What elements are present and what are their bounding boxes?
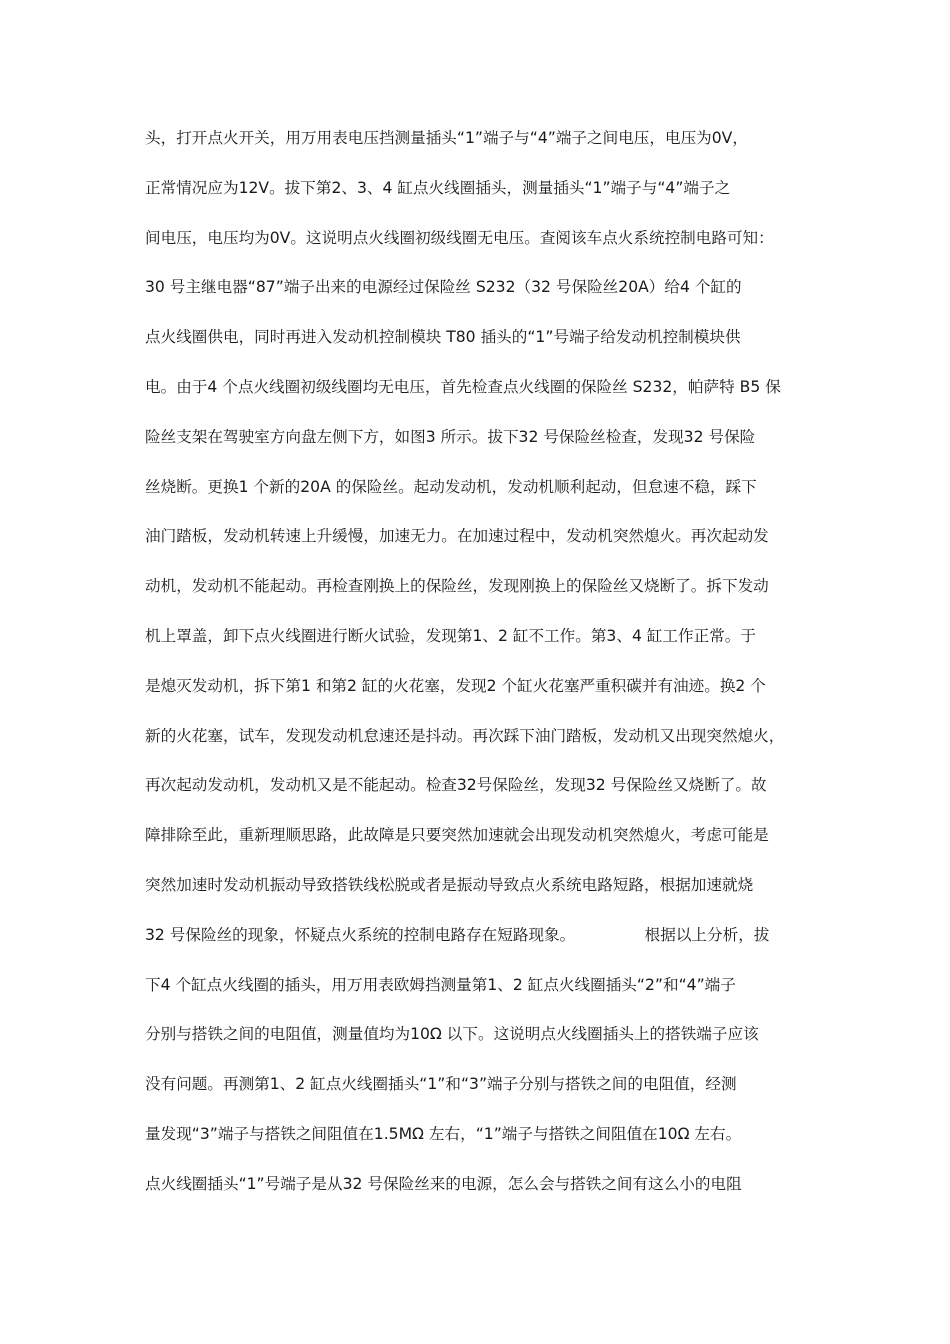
text-line: 机上罩盖，卸下点火线圈进行断火试验，发现第1、2 缸不工作。第3、4 缸工作正常。于 (145, 626, 756, 645)
text-line: 间电压，电压均为0V。这说明点火线圈初级线圈无电压。查阅该车点火系统控制电路可知： (145, 228, 774, 247)
text-line: 正常情况应为12V。拔下第2、3、4 缸点火线圈插头，测量插头“1”端子与“4”端子之 (145, 178, 731, 197)
text-line: 突然加速时发动机振动导致搭铁线松脱或者是振动导致点火系统电路短路，根据加速就烧 (145, 875, 754, 894)
text-line: 量发现“3”端子与搭铁之间阻值在1.5MΩ 左右，“1”端子与搭铁之间阻值在10Ω 左右。 (145, 1124, 742, 1143)
text-line: 分别与搭铁之间的电阻值，测量值均为10Ω 以下。这说明点火线圈插头上的搭铁端子应该 (145, 1025, 759, 1044)
text-line: 新的火花塞，试车，发现发动机怠速还是抖动。再次踩下油门踏板，发动机又出现突然熄火， (145, 726, 785, 745)
text-line: 是熄灭发动机，拆下第1 和第2 缸的火花塞，发现2 个缸火花塞严重积碳并有油迹。换2 个 (145, 676, 766, 695)
text-line: 险丝支架在驾驶室方向盘左侧下方，如图3 所示。拔下32 号保险丝检查，发现32 号保险 (145, 427, 756, 446)
text-line: 点火线圈插头“1”号端子是从32 号保险丝来的电源，怎么会与搭铁之间有这么小的电阻 (145, 1174, 742, 1193)
text-line: 点火线圈供电，同时再进入发动机控制模块 T80 插头的“1”号端子给发动机控制模块供 (145, 328, 741, 347)
text-line: 动机，发动机不能起动。再检查刚换上的保险丝，发现刚换上的保险丝又烧断了。拆下发动 (145, 577, 769, 596)
text-line: 32 号保险丝的现象，怀疑点火系统的控制电路存在短路现象。 根据以上分析，拔 (145, 925, 770, 944)
text-line: 障排除至此，重新理顺思路，此故障是只要突然加速就会出现发动机突然熄火，考虑可能是 (145, 826, 769, 845)
text-line: 30 号主继电器“87”端子出来的电源经过保险丝 S232（32 号保险丝20A）给4 个缸的 (145, 278, 742, 297)
text-line: 没有问题。再测第1、2 缸点火线圈插头“1”和“3”端子分别与搭铁之间的电阻值，经测 (145, 1075, 737, 1094)
text-line: 再次起动发动机，发动机又是不能起动。检查32号保险丝，发现32 号保险丝又烧断了。故 (145, 776, 767, 795)
text-line: 丝烧断。更换1 个新的20A 的保险丝。起动发动机，发动机顺利起动，但怠速不稳，踩下 (145, 477, 757, 496)
text-line: 电。由于4 个点火线圈初级线圈均无电压，首先检查点火线圈的保险丝 S232，帕萨特 B5 保 (145, 377, 781, 396)
body-text (145, 118, 810, 1214)
text-line: 下4 个缸点火线圈的插头，用万用表欧姆挡测量第1、2 缸点火线圈插头“2”和“4”端子 (145, 975, 736, 994)
text-line: 油门踏板，发动机转速上升缓慢，加速无力。在加速过程中，发动机突然熄火。再次起动发 (145, 527, 769, 546)
text-line: 头，打开点火开关，用万用表电压挡测量插头“1”端子与“4”端子之间电压，电压为0V， (145, 129, 748, 147)
